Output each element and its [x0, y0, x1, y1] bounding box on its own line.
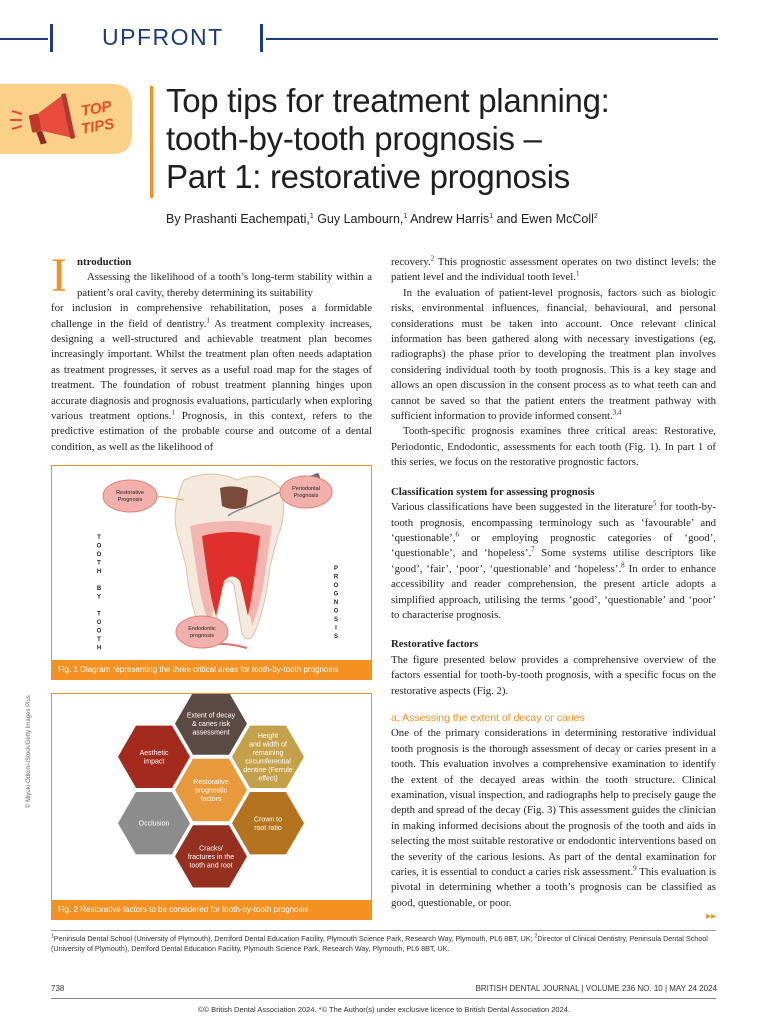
affiliations	[51, 934, 717, 954]
hexagon-top-left-label: impact	[143, 758, 165, 766]
hexagon-top-left-label: Aesthetic	[139, 750, 169, 758]
header-bar-left	[50, 24, 53, 52]
byline-prefix: By	[166, 212, 185, 226]
left-column	[51, 249, 372, 455]
intro-text-c: Prognosis, in this context, refers to the predictive estimation of the probable course and outcome of a dental condition, as well as the likelihood of	[51, 410, 372, 453]
continue-arrow-icon: ▸▸	[706, 911, 717, 922]
tooth-by-tooth-letter: O	[96, 543, 102, 550]
vertical-label-prognosis	[334, 566, 339, 640]
p2-text: In the evaluation of patient-level prognosis, factors such as biologic risks, environmental influences, financial, behavioural, and personal considerations must be taken into account. Once relevant clinical information has been gathered along with necessary investigations (eg, radiographs) the phase prior to developing the treatment plan involves considering individual tooth by tooth prognosis. This is a key stage and allows an open discussion in the consent process as to what teeth can and cannot be saved so that the patient enters the treatment pathway with sufficient information to provide informed consent.	[391, 286, 716, 423]
hexagon-center-label: factors	[200, 796, 222, 803]
prognosis-letter: R	[333, 574, 339, 581]
badge-top-text: TOP	[79, 97, 113, 120]
author-1: Prashanti Eachempati,	[184, 212, 310, 226]
p1-sup: 2	[430, 254, 435, 263]
title-line-3: Part 1: restorative prognosis	[166, 158, 570, 195]
hexagon-top-label: Extent of decay	[186, 712, 236, 720]
p4a-sup: 5	[652, 499, 657, 508]
top-tips-badge	[0, 84, 140, 154]
hexagon-bottom-label: Cracks/	[199, 845, 223, 853]
paragraph-classification	[391, 500, 716, 623]
endodontic-oval	[176, 616, 228, 648]
heading-restorative-factors: Restorative factors	[391, 638, 479, 651]
periodontal-oval	[280, 476, 332, 508]
restorative-label-2: Prognosis	[117, 497, 143, 503]
title-accent-bar	[150, 86, 153, 198]
author-2: Guy Lambourn,	[313, 212, 404, 226]
prognosis-letter: I	[335, 625, 337, 632]
section-label: UPFRONT	[102, 24, 224, 50]
p4a: Various classifications have been suggested in the literature	[391, 501, 653, 514]
tooth-by-tooth-letter: H	[96, 569, 102, 575]
p2-sup: 3,4	[612, 408, 622, 417]
figure-1	[51, 465, 372, 680]
p4b: for tooth-by-tooth prognosis, encompassing terminology such as ‘favourable’ and ‘questionable’,	[391, 501, 716, 544]
tooth-by-tooth-letter: B	[96, 586, 102, 592]
prognosis-letter: S	[333, 634, 339, 640]
intro-text-b: As treatment complexity increases, designing a well-structured and achievable treatment plan becomes increasingly important. Whilst the treatment plan often needs adaptation as treatment progresses, it serves as a useful road map for the stages of treatment. The foundation of robust treatment planning hinges upon accurate diagnosis and prognosis evaluations, particularly when exploring various treatment options.	[51, 317, 372, 423]
header-bar-right	[260, 24, 263, 52]
page-rule	[51, 998, 716, 999]
article-title	[166, 82, 726, 196]
megaphone-icon	[0, 84, 140, 154]
copyright-line: ©© British Dental Association 2024. *© The Author(s) under exclusive licence to British Dental Association 2024.	[197, 1005, 571, 1014]
p6-sup: 9	[633, 864, 637, 873]
author-2-sup: 1	[403, 212, 408, 220]
figure-1-diagram	[52, 466, 371, 661]
restorative-label-1: Restorative	[116, 490, 144, 496]
hexagon-top-right-label: Height	[257, 733, 279, 741]
hexagon-top-right-label: and width of	[249, 741, 287, 749]
tooth-by-tooth-letter: H	[96, 645, 102, 652]
badge-tips-text: TIPS	[79, 115, 116, 138]
tooth-by-tooth-letter: T	[97, 535, 101, 541]
hexagon-bottom-label: tooth and root	[189, 862, 233, 870]
title-line-1: Top tips for treatment planning:	[166, 82, 610, 119]
hexagon-bottom-left-label: Occlusion	[138, 820, 170, 828]
prognosis-letter: O	[333, 583, 339, 589]
hexagon-center-label: Restorative	[193, 779, 229, 786]
affil-2-sup: 2	[534, 933, 538, 940]
p4b-sup: 6	[455, 530, 459, 539]
p1-text: recovery.	[391, 256, 431, 268]
hexagon-top-right-label: dentine (Ferrule	[243, 767, 293, 775]
affil-1-text: Peninsula Dental School (University of Plymouth), Derriford Dental Education Facility, Plymouth Science Park, Research Way, Plymouth, PL6 8BT, UK;	[53, 934, 535, 943]
paragraph-decay	[391, 726, 716, 911]
paragraph-restorative-factors: The figure presented below provides a comprehensive overview of the factors essential for tooth-by-tooth prognosis, with a specific focus on the restorative aspects (Fig. 2).	[391, 653, 716, 697]
p6b-text: This evaluation is pivotal in determining whether a tooth’s prognosis can be classified as good, questionable, or poor.	[391, 866, 716, 909]
intro-sup-b: 1	[171, 408, 175, 417]
title-line-2: tooth-by-tooth prognosis –	[166, 120, 542, 157]
hexagon-center-label: prognostic	[194, 787, 228, 795]
p4d: Some systems utilise descriptors like ‘good’, ‘fair’, ‘poor’, ‘questionable’ and ‘hopeless’.	[391, 547, 716, 575]
heading-classification: Classification system for assessing prognosis	[391, 485, 595, 498]
author-4: and Ewen McColl	[493, 212, 594, 226]
hexagon-top-right-label: effect)	[258, 775, 278, 783]
footnote-rule	[51, 930, 716, 931]
restorative-oval	[103, 480, 157, 512]
journal-info: BRITISH DENTAL JOURNAL | VOLUME 236 NO. 10 | MAY 24 2024	[475, 984, 717, 993]
tooth-by-tooth-letter: O	[96, 628, 102, 635]
hexagon-top-right-label: circumferential	[245, 758, 291, 766]
vertical-label-tooth-by-tooth	[97, 535, 102, 652]
intro-first-lines: Assessing the likelihood of a tooth’s long-term stability within a patient’s oral cavity, thereby determining its suitability	[77, 271, 372, 299]
prognosis-letter: N	[333, 600, 339, 606]
figure-2-caption: Fig. 2 Restorative factors to be considered for tooth-by-tooth prognosis	[52, 900, 371, 919]
prognosis-letter: O	[333, 608, 339, 615]
tooth-by-tooth-letter: O	[96, 552, 102, 558]
author-4-sup: 2	[593, 212, 598, 220]
prognosis-letter: P	[333, 566, 339, 572]
endodontic-label-1: Endodontic	[188, 626, 216, 632]
paragraph-tooth-specific: Tooth-specific prognosis examines three critical areas: Restorative, Periodontic, Endodontic, assessments for each tooth (Fig. 1). In part 1 of this series, we focus on the restorative prognostic factors.	[391, 425, 716, 469]
prognosis-letter: G	[333, 591, 339, 598]
prognosis-letter: S	[333, 617, 339, 623]
intro-sup-a: 1	[206, 316, 210, 325]
intro-heading: ntroduction	[77, 256, 132, 268]
paragraph-patient-level	[391, 286, 716, 425]
author-3: Andrew Harris	[407, 212, 490, 226]
affil-1-sup: 1	[51, 933, 54, 940]
hexagon-top-label: & caries risk	[191, 721, 231, 729]
byline	[166, 212, 598, 226]
paragraph-recovery	[391, 255, 716, 286]
image-credit: © Miyuki-Odkimi-iStock/Getty Images Plus	[26, 695, 32, 808]
hexagon-top-label: assessment	[192, 729, 230, 737]
intro-text-a: for inclusion in comprehensive rehabilitation, poses a formidable challenge in the field of dentistry.	[51, 302, 372, 330]
subheading-decay: a. Assessing the extent of decay or caries	[391, 711, 585, 724]
endodontic-label-2: prognosis	[190, 633, 214, 639]
figure-2-hexagon-diagram	[52, 694, 371, 901]
p6-text: One of the primary considerations in determining restorative individual tooth prognosis is the thorough assessment of decay or caries present in a tooth. This evaluation involves a comprehensive examination to identify the extent of the decayed areas within the tooth structure. Clinical examination, visual inspection, and radiographs help to precisely gauge the depth and spread of the decay (Fig. 3) This assessment guides the clinician in making informed decisions about the prognosis of the tooth and aids in selecting the most suitable restorative or endodontic interventions based on the severity of the carious lesions. As part of the dental examination for caries, it is essential to conduct a caries risk assessment.	[391, 727, 716, 879]
hexagon-bottom-right-label: Crown to	[253, 816, 283, 824]
header-rule-right	[266, 38, 718, 40]
author-1-sup: 1	[309, 212, 314, 220]
periodontal-label-2: Prognosis	[293, 493, 319, 499]
p4c: or employing prognostic categories of ‘good’, ‘questionable’, and ‘hopeless’.	[391, 531, 716, 560]
hexagon-top-right-label: remaining	[252, 750, 284, 758]
tooth-by-tooth-letter: T	[97, 637, 101, 643]
p1b-sup: 1	[576, 269, 580, 278]
hexagon-bottom-right-label: root ratio	[254, 824, 282, 832]
p4e: In order to enhance accessibility and reader comprehension, the present article adopts a simplified approach, utilising the terms ‘good’, ‘questionable’ and ‘poor’ to characterise prognosis.	[391, 562, 716, 621]
page-number: 738	[51, 984, 65, 993]
tooth-by-tooth-letter: T	[97, 560, 101, 567]
author-3-sup: 1	[489, 212, 494, 220]
p4c-sup: 7	[531, 545, 535, 554]
tooth-by-tooth-letter: Y	[96, 594, 102, 601]
tooth-by-tooth-letter: T	[97, 611, 101, 618]
figure-1-caption: Fig. 1 Diagram representing the three critical areas for tooth-by-tooth prognosis	[52, 660, 371, 679]
header-rule-left	[0, 38, 48, 40]
figure-2	[51, 693, 372, 920]
intro-paragraph	[51, 301, 372, 455]
drop-cap: I	[51, 249, 67, 302]
periodontal-label-1: Periodontal	[292, 486, 320, 492]
right-column	[391, 255, 716, 911]
tooth-by-tooth-letter: O	[96, 620, 102, 626]
affil-2-text: Director of Clinical Dentistry, Peninsula Dental School (University of Plymouth), Derriford Dental Education Facility, Plymouth Science Park, Research Way, Plymouth, PL6 8BT, UK.	[51, 934, 708, 953]
p1b-text: This prognostic assessment operates on two distinct levels: the patient level and the individual tooth level.	[391, 256, 716, 284]
hexagon-bottom-label: fractures in the	[187, 853, 235, 861]
p4d-sup: 8	[621, 561, 625, 570]
